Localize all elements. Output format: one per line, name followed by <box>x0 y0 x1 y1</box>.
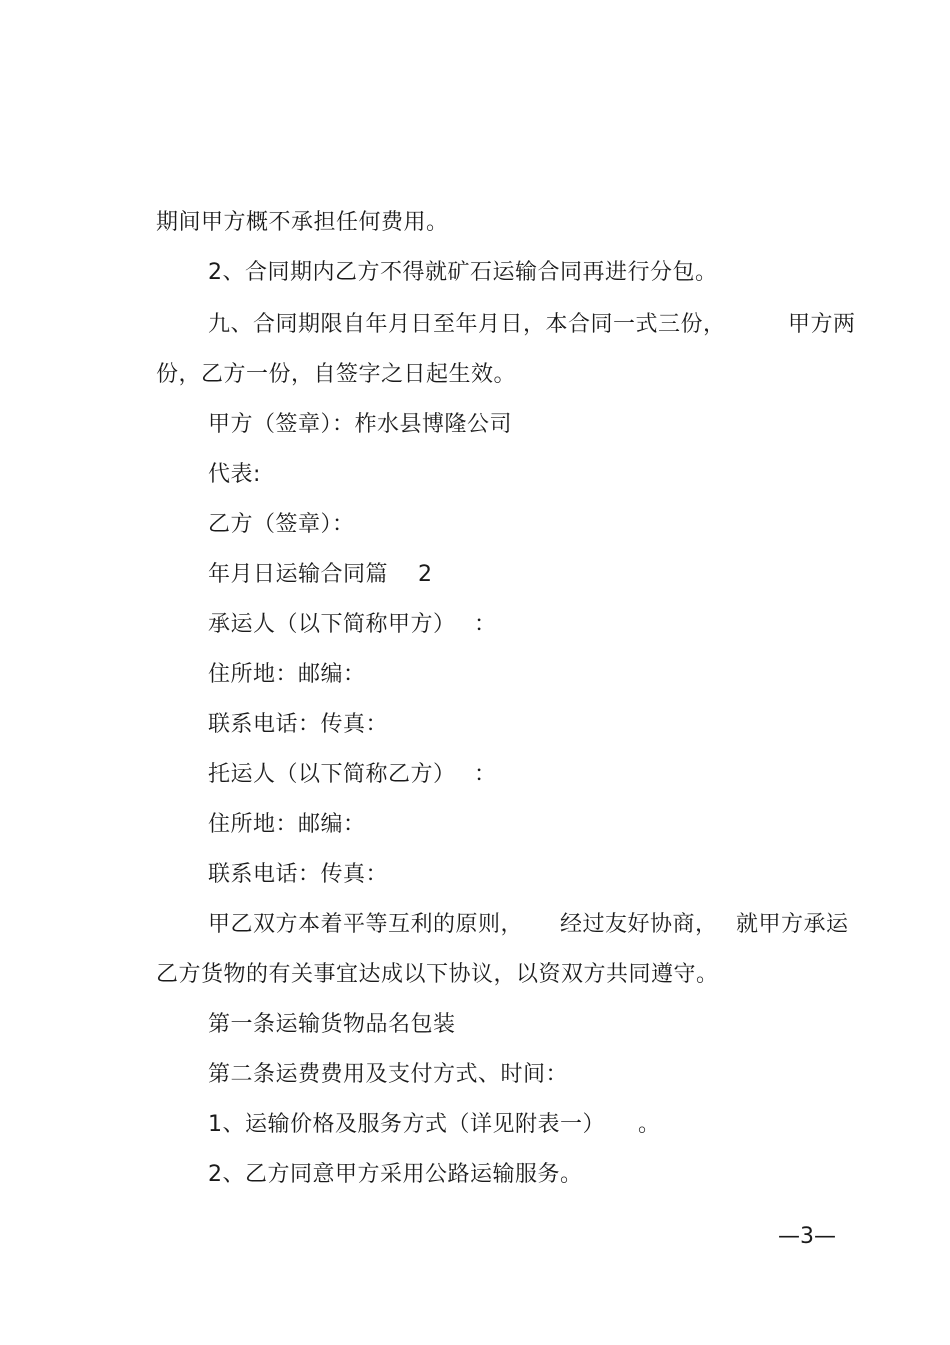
text-segment: 年月日运输合同篇 <box>207 562 388 587</box>
text-line <box>178 1130 582 1220</box>
text-line <box>444 580 497 670</box>
text-line <box>758 280 856 370</box>
text-line <box>608 1080 661 1170</box>
text-segment: 期间甲方概不承担任何费用。 <box>155 210 449 235</box>
text-segment: 2、乙方同意甲方采用公路运输服务。 <box>207 1162 583 1187</box>
text-segment: 承运人（以下简称甲方） <box>207 612 456 637</box>
text-segment: 第二条运费费用及支付方式、时间： <box>207 1062 568 1087</box>
text-segment: 甲方两 <box>787 312 856 337</box>
text-segment: 代表: <box>207 462 261 487</box>
text-segment: 乙方货物的有关事宜达成以下协议，以资双方共同遵守。 <box>155 962 719 987</box>
text-segment: 2、合同期内乙方不得就矿石运输合同再进行分包。 <box>207 260 718 285</box>
text-segment: ： <box>473 612 497 637</box>
text-segment: 1、运输价格及服务方式（详见附表一） <box>207 1112 605 1137</box>
text-segment: ： <box>473 762 497 787</box>
text-segment: 经过友好协商， <box>559 912 718 937</box>
text-segment: 就甲方承运 <box>735 912 849 937</box>
text-segment: 住所地：邮编： <box>207 662 366 687</box>
text-segment: 甲乙双方本着平等互利的原则， <box>207 912 523 937</box>
page-number: —3— <box>778 1224 836 1249</box>
text-segment: 住所地：邮编： <box>207 812 366 837</box>
text-segment: 托运人（以下简称乙方） <box>207 762 456 787</box>
text-segment: 2 <box>417 562 433 587</box>
text-line <box>444 730 497 820</box>
text-segment: 乙方（签章）： <box>207 512 355 537</box>
text-segment: 。 <box>637 1112 661 1137</box>
text-segment: 联系电话：传真： <box>207 712 388 737</box>
text-line <box>706 880 849 970</box>
text-segment: 第一条运输货物品名包装 <box>207 1012 456 1037</box>
text-segment: 联系电话：传真： <box>207 862 388 887</box>
text-segment: 份，乙方一份，自签字之日起生效。 <box>155 362 516 387</box>
text-segment: 九、合同期限自年月日至年月日，本合同一式三份， <box>207 312 726 337</box>
text-segment: 甲方（签章）：柞水县博隆公司 <box>207 412 512 437</box>
